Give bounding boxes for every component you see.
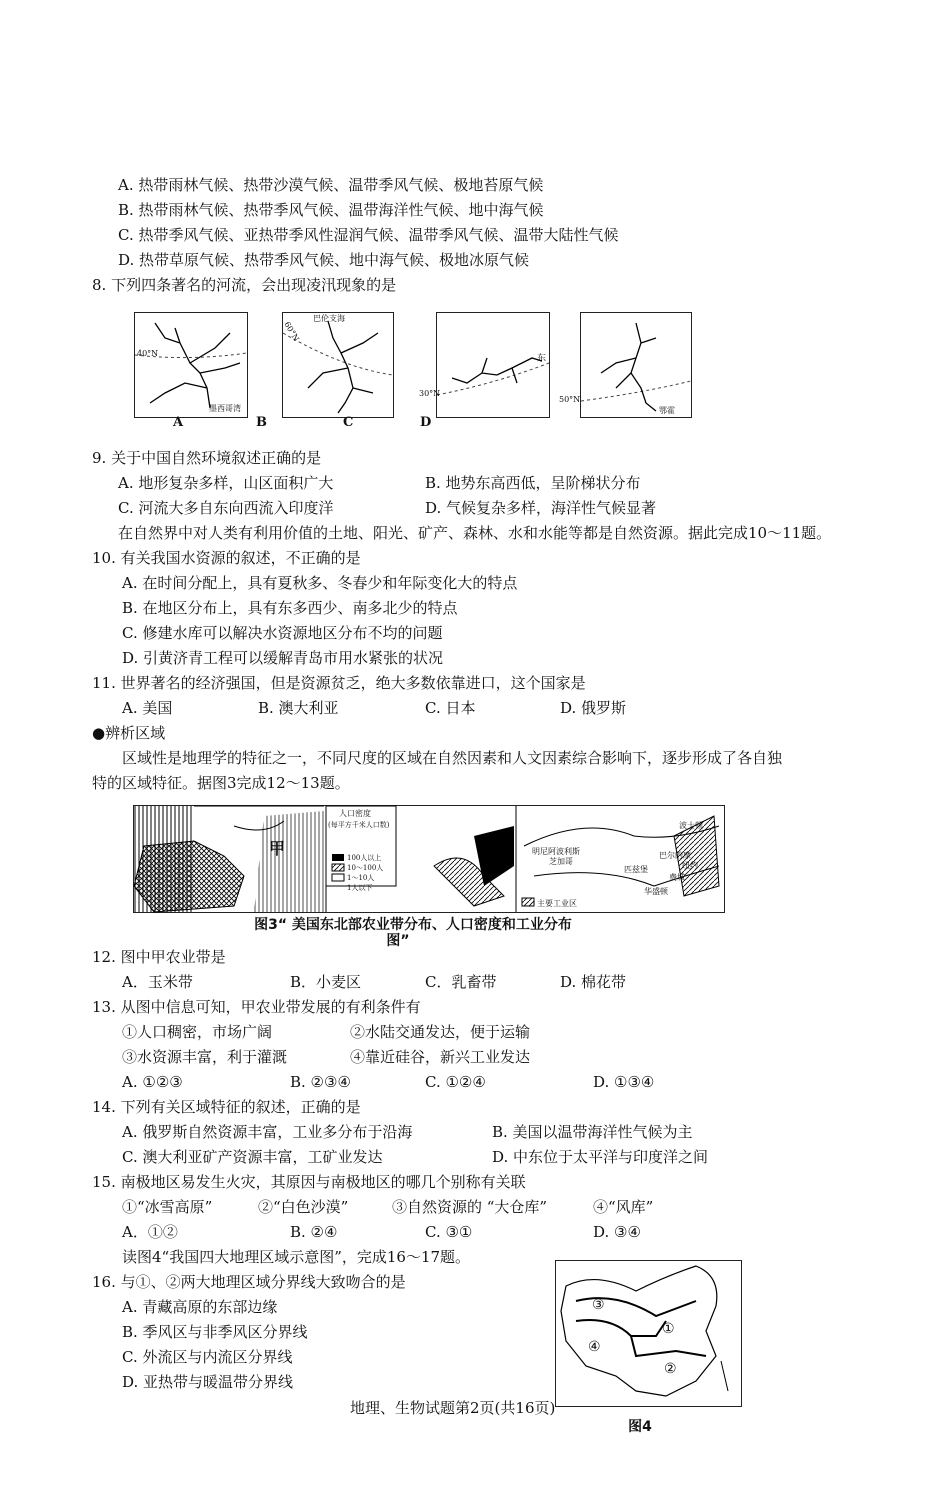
option-line: B. 在地区分布上，具有东多西少、南多北少的特点 [122,599,458,617]
option-line: D. 俄罗斯 [560,699,627,717]
region-label-3: ③ [592,1297,605,1313]
latitude-label: 30°N [419,389,441,398]
option-line: C. 热带季风气候、亚热带季风性湿润气候、温带季风气候、温带大陆性气候 [118,226,619,244]
option-line: B. 热带雨林气候、热带季风气候、温带海洋性气候、地中海气候 [118,201,544,219]
option-line: A. 地形复杂多样，山区面积广大 [118,474,334,492]
option-line: B. ②③④ [290,1073,351,1091]
legend-item: 100人以上 [347,854,382,862]
city-label: 华盛顿 [644,887,668,896]
place-label: 巴伦支海 [313,314,345,323]
option-line: C. 澳大利亚矿产资源丰富，工矿业发达 [122,1148,383,1166]
statement-line: ②“白色沙漠” [258,1198,349,1216]
figure-3-caption: 图3“ 美国东北部农业带分布、人口密度和工业分布 [254,917,572,933]
legend-title: 人口密度 [339,809,371,818]
region-label-2: ② [664,1361,677,1377]
legend-item: 1～10人 [347,874,375,882]
option-line: A. ①②③ [122,1073,183,1091]
option-line: A．玉米带 [122,973,193,991]
statement-line: ③自然资源的 “大仓库” [392,1198,548,1216]
option-line: D. 引黄济青工程可以缓解青岛市用水紧张的状况 [122,649,444,667]
figure-4-caption: 图4 [628,1419,652,1435]
city-label: 巴尔的摩 [659,851,691,860]
option-line: A. 青藏高原的东部边缘 [122,1298,278,1316]
option-line: D. 气候复杂多样，海洋性气候显著 [425,499,657,517]
legend-item: 主要工业区 [537,899,577,908]
region-label-1: ① [662,1321,675,1337]
page-footer: 地理、生物试题第2页(共16页) [350,1399,556,1417]
figure-4-graphic [556,1261,741,1406]
question-8: 8. 下列四条著名的河流，会出现凌汛现象的是 [92,276,397,294]
question-15: 15. 南极地区易发生火灾，其原因与南极地区的哪几个别称有关联 [92,1173,526,1191]
option-line: D. ③④ [593,1223,641,1241]
map-label-c: C [343,415,354,430]
option-line: C. ③① [425,1223,473,1241]
option-line: D. 棉花带 [560,973,627,991]
latitude-label: 40°N [137,349,159,358]
city-label: 纽约 [682,861,698,870]
option-line: B. 地势东高西低，呈阶梯状分布 [425,474,641,492]
option-line: D. ①③④ [593,1073,655,1091]
river-map-d-graphic [581,313,691,417]
legend-subtitle: (每平方千米人口数) [328,821,390,829]
option-line: C. 河流大多自东向西流入印度洋 [118,499,334,517]
statement-line: ①人口稠密，市场广阔 [122,1023,273,1041]
latitude-label: 60°N [282,320,301,343]
place-label: 墨西哥湾 [209,404,241,413]
intro-text: 读图4“我国四大地理区域示意图”，完成16～17题。 [122,1248,471,1266]
city-label: 波士顿 [679,821,703,830]
figure-3-graphic [134,806,724,912]
statement-line: ①“冰雪高原” [122,1198,213,1216]
place-label: 东 [537,354,547,364]
option-line: D. 亚热带与暖温带分界线 [122,1373,294,1391]
city-label: 芝加哥 [549,857,573,866]
option-line: A. 热带雨林气候、热带沙漠气候、温带季风气候、极地苔原气候 [118,176,544,194]
river-map-a [134,312,248,418]
option-line: C. 修建水库可以解决水资源地区分布不均的问题 [122,624,443,642]
statement-line: ④“风库” [593,1198,654,1216]
paragraph-line: 特的区域特征。据图3完成12～13题。 [92,774,350,792]
option-line: B．小麦区 [290,973,362,991]
question-12: 12. 图中甲农业带是 [92,948,226,966]
belt-label-jia: 甲 [269,839,286,858]
city-label: 匹兹堡 [624,865,648,874]
map-label-b: B [256,415,267,430]
river-map-c-graphic [437,313,549,417]
figure-3-caption-cont: 图” [386,933,410,949]
option-line: D. 热带草原气候、热带季风气候、地中海气候、极地冰原气候 [118,251,530,269]
option-line: A．①② [122,1223,178,1241]
option-line: A. 美国 [122,699,173,717]
map-label-a: A [173,415,184,430]
question-14: 14. 下列有关区域特征的叙述，正确的是 [92,1098,361,1116]
question-10: 10. 有关我国水资源的叙述，不正确的是 [92,549,361,567]
question-13: 13. 从图中信息可知，甲农业带发展的有利条件有 [92,998,421,1016]
option-line: C. 日本 [425,699,476,717]
statement-line: ④靠近硅谷，新兴工业发达 [350,1048,531,1066]
river-map-c [419,312,550,418]
figure-4-map [555,1260,742,1407]
intro-text: 在自然界中对人类有利用价值的土地、阳光、矿产、森林、水和水能等都是自然资源。据此完成10～11题。 [118,524,832,542]
option-line: C．乳畜带 [425,973,497,991]
statement-line: ②水陆交通发达，便于运输 [350,1023,531,1041]
figure-3 [133,805,725,913]
option-line: C. ①②④ [425,1073,486,1091]
option-line: B. ②④ [290,1223,338,1241]
option-line: D. 中东位于太平洋与印度洋之间 [492,1148,709,1166]
statement-line: ③水资源丰富，利于灌溉 [122,1048,288,1066]
river-map-d [559,312,692,418]
legend-item: 10～100人 [347,864,384,872]
option-line: B. 澳大利亚 [258,699,339,717]
region-label-4: ④ [588,1339,601,1355]
city-label: 费城 [669,873,685,882]
place-label: 鄂霍 [659,406,675,415]
option-line: A. 俄罗斯自然资源丰富，工业多分布于沿海 [122,1123,413,1141]
map-label-d: D [420,415,432,430]
option-line: A. 在时间分配上，具有夏秋多、冬春少和年际变化大的特点 [122,574,518,592]
question-9: 9. 关于中国自然环境叙述正确的是 [92,449,322,467]
river-map-b [282,312,394,418]
legend-item: 1人以下 [347,884,373,892]
question-11: 11. 世界著名的经济强国，但是资源贫乏，绝大多数依靠进口，这个国家是 [92,674,586,692]
river-map-a-graphic [135,313,247,417]
option-line: B. 季风区与非季风区分界线 [122,1323,308,1341]
question-16: 16. 与①、②两大地理区域分界线大致吻合的是 [92,1273,406,1291]
city-label: 明尼阿波利斯 [532,847,580,856]
section-heading: ●辨析区域 [92,724,166,742]
paragraph-line: 区域性是地理学的特征之一，不同尺度的区域在自然因素和人文因素综合影响下，逐步形成了各自独 [122,749,783,767]
river-map-b-graphic [283,313,393,417]
option-line: C. 外流区与内流区分界线 [122,1348,293,1366]
latitude-label: 50°N [559,395,581,404]
option-line: B. 美国以温带海洋性气候为主 [492,1123,693,1141]
